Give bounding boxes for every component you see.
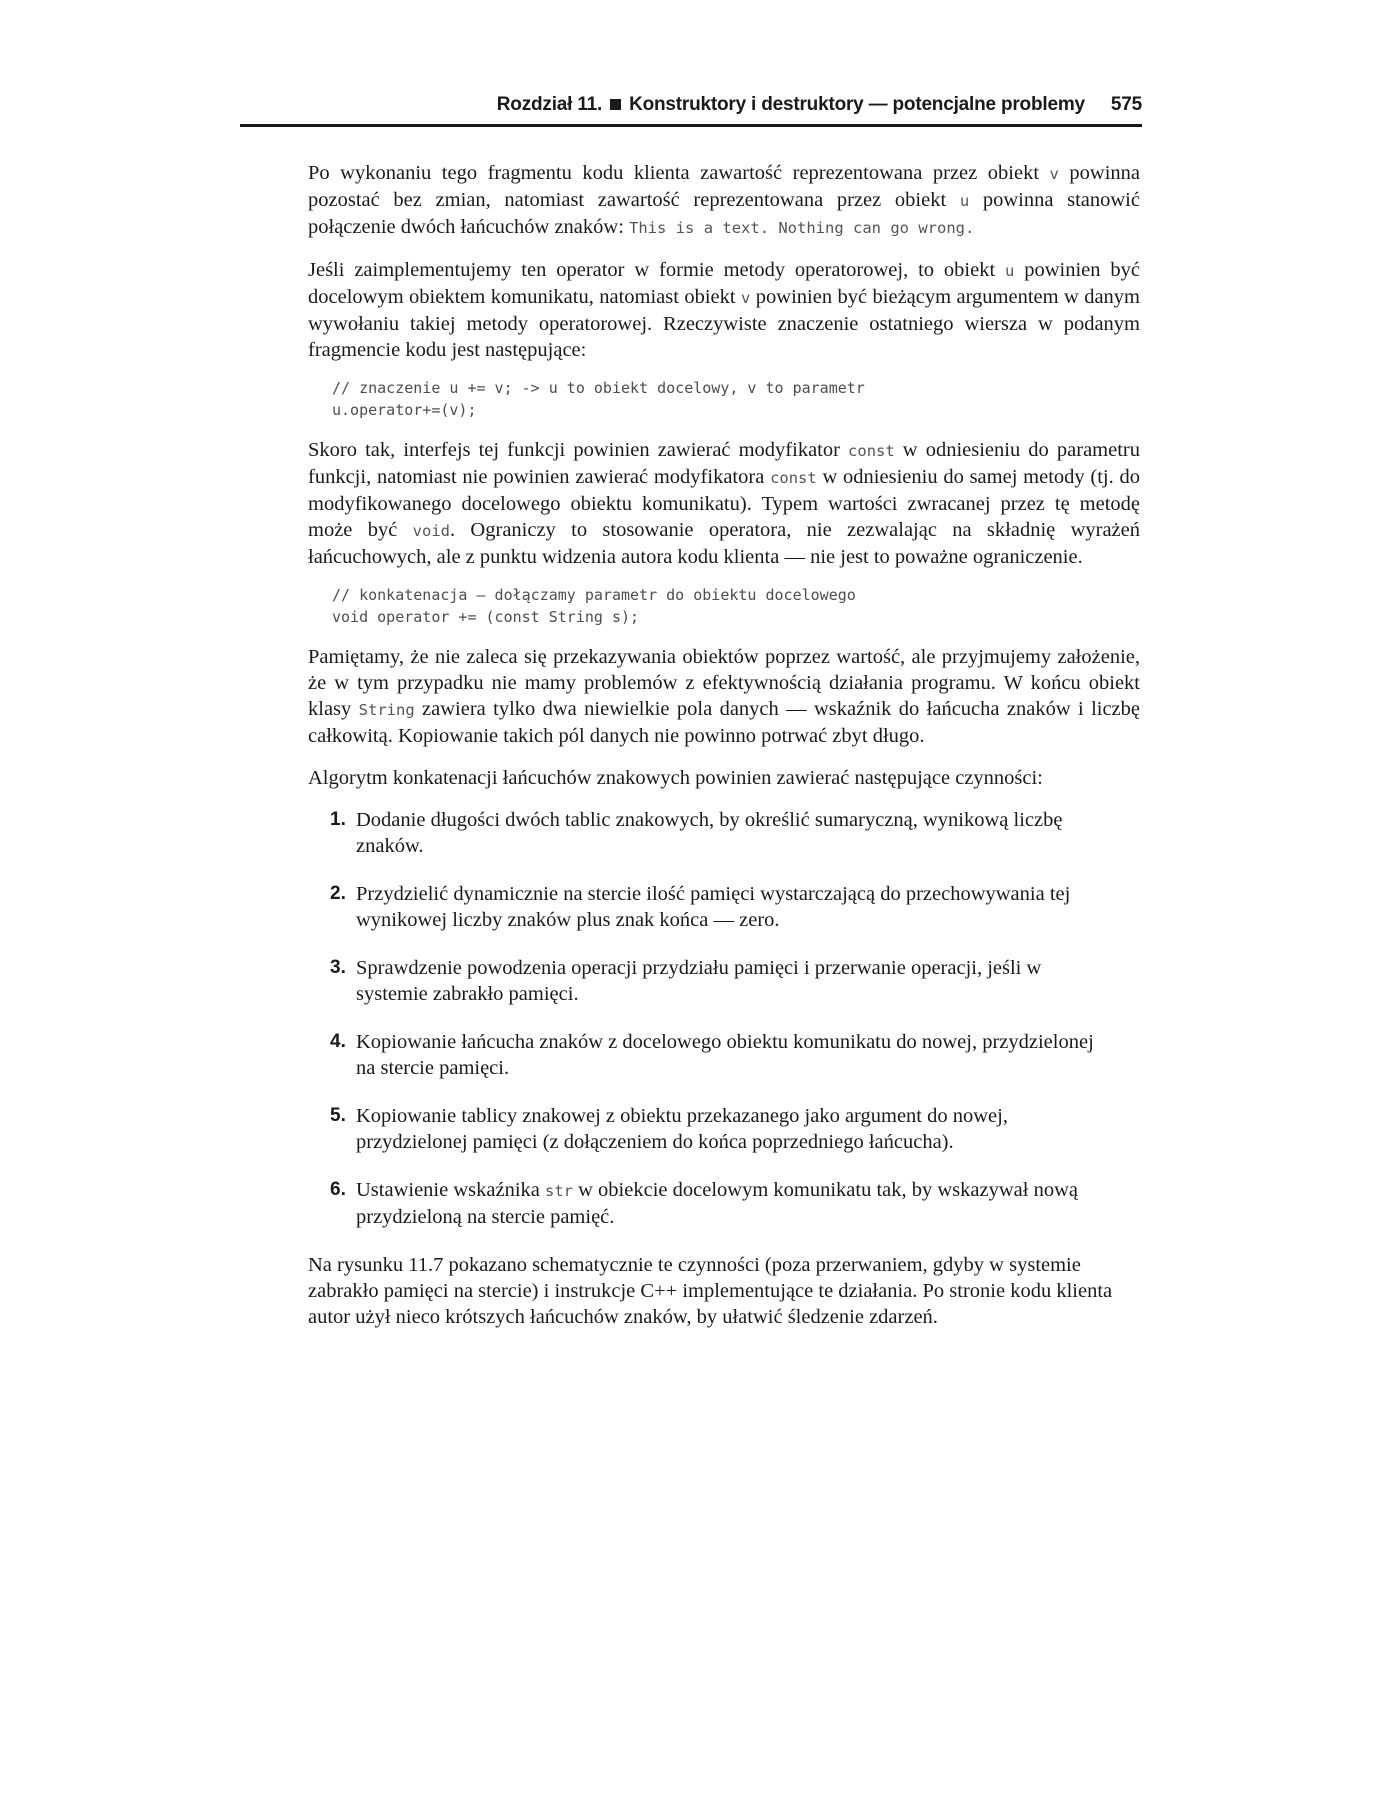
list-item <box>308 955 1116 1007</box>
step-number: 6. <box>330 1179 346 1200</box>
code-line: // konkatenacja — dołączamy parametr do obiektu docelowego <box>332 586 856 604</box>
code-block-2 <box>332 584 1140 628</box>
code-line: void operator += (const String s); <box>332 608 640 626</box>
step-number: 2. <box>330 883 346 904</box>
text: powinien być docelowym obiektem komunikatu, natomiast obiekt <box>308 259 1140 308</box>
paragraph-1 <box>308 160 1140 241</box>
step-text: Kopiowanie tablicy znakowej z obiektu przekazanego jako argument do nowej, przydzielonej pamięci (z dołączeniem do końca poprzedniego łańcucha). <box>356 1105 1008 1153</box>
code-line: // znaczenie u += v; -> u to obiekt docelowy, v to parametr <box>332 379 865 397</box>
step-text: Przydzielić dynamicznie na stercie ilość pamięci wystarczającą do przechowywania tej wynikowej liczby znaków plus znak końca — zero. <box>356 883 1071 931</box>
chapter-label: Rozdział 11. <box>496 94 603 115</box>
chapter-title: Konstruktory i destruktory — potencjalne problemy <box>629 94 1085 115</box>
text: . Ograniczy to stosowanie operatora, nie zezwalając na składnię wyrażeń łańcuchowych, ale z punktu widzenia autora kodu klienta — nie jest to poważne ograniczenie. <box>308 519 1141 568</box>
step-number: 3. <box>330 957 346 978</box>
step-number: 1. <box>330 809 346 830</box>
text: powinien być bieżącym argumentem w danym wywołaniu takiej metody operatorowej. Rzeczywiste znaczenie ostatniego wiersza w podanym fragmencie kodu jest następujące: <box>308 286 1140 361</box>
inline-code: const <box>848 442 895 460</box>
inline-code: String <box>358 701 415 719</box>
inline-code: v <box>1049 165 1059 183</box>
algorithm-steps <box>308 807 1140 1230</box>
inline-code: const <box>770 469 817 487</box>
code-line: u.operator+=(v); <box>332 401 477 419</box>
list-item <box>308 1029 1116 1081</box>
inline-code: str <box>545 1182 573 1200</box>
running-header <box>240 94 1142 116</box>
inline-code: u <box>959 192 970 210</box>
text: powinna stanowić połączenie dwóch łańcuchów znaków: <box>308 189 1140 238</box>
paragraph-3 <box>308 437 1140 570</box>
text: Pamiętamy, że nie zaleca się przekazywania obiektów poprzez wartość, ale przyjmujemy założenie, że w tym przypadku nie mamy problemów z efektywnością działania programu. W końcu obiekt klasy <box>308 646 1140 720</box>
step-text: Dodanie długości dwóch tablic znakowych, by określić sumaryczną, wynikową liczbę znaków. <box>356 809 1063 857</box>
step-text: Ustawienie wskaźnika <box>356 1179 545 1201</box>
square-bullet-icon <box>610 99 621 110</box>
inline-code: v <box>741 289 751 307</box>
step-number: 4. <box>330 1031 346 1052</box>
step-text: Kopiowanie łańcucha znaków z docelowego obiektu komunikatu do nowej, przydzielonej na stercie pamięci. <box>356 1031 1094 1079</box>
list-item <box>308 881 1116 933</box>
inline-code: u <box>1005 262 1015 280</box>
text: zawiera tylko dwa niewielkie pola danych — wskaźnik do łańcucha znaków i liczbę całkowitą. Kopiowanie takich pól danych nie powinno potrwać zbyt długo. <box>308 698 1141 747</box>
page-body <box>308 160 1140 1346</box>
inline-code: This is a text. Nothing can go wrong. <box>629 219 975 237</box>
list-item <box>308 1103 1116 1155</box>
inline-code: void <box>412 522 450 540</box>
header-rule <box>240 124 1142 127</box>
step-number: 5. <box>330 1105 346 1126</box>
text: Po wykonaniu tego fragmentu kodu klienta zawartość reprezentowana przez obiekt <box>308 162 1050 184</box>
paragraph-2 <box>308 257 1140 363</box>
page-number: 575 <box>1110 94 1142 115</box>
list-item <box>308 1177 1116 1230</box>
code-block-1 <box>332 377 1140 421</box>
step-text: w obiekcie docelowym komunikatu tak, by wskazywał nową przydzieloną na stercie pamięć. <box>356 1179 1078 1228</box>
paragraph-6: Na rysunku 11.7 pokazano schematycznie te czynności (poza przerwaniem, gdyby w systemie zabrakło pamięci na stercie) i instrukcje C++ implementujące te działania. Po stronie kodu klienta autor użył nieco krótszych łańcuchów znaków, by ułatwić śledzenie zdarzeń. <box>308 1254 1113 1328</box>
text: w odniesieniu do samej metody (tj. do modyfikowanego docelowego obiektu komunikatu). Typem wartości zwracanej przez tę metodę może być <box>308 466 1141 541</box>
paragraph-4 <box>308 644 1140 749</box>
text: w odniesieniu do parametru funkcji, natomiast nie powinien zawierać modyfikatora <box>308 439 1140 488</box>
list-item <box>308 807 1116 859</box>
text: powinna pozostać bez zmian, natomiast zawartość reprezentowana przez obiekt <box>308 162 1140 211</box>
text: Jeśli zaimplementujemy ten operator w formie metody operatorowej, to obiekt <box>308 259 1006 281</box>
text: Skoro tak, interfejs tej funkcji powinien zawierać modyfikator <box>308 439 849 461</box>
paragraph-5: Algorytm konkatenacji łańcuchów znakowych powinien zawierać następujące czynności: <box>308 767 1043 789</box>
step-text: Sprawdzenie powodzenia operacji przydziału pamięci i przerwanie operacji, jeśli w systemie zabrakło pamięci. <box>356 957 1042 1005</box>
